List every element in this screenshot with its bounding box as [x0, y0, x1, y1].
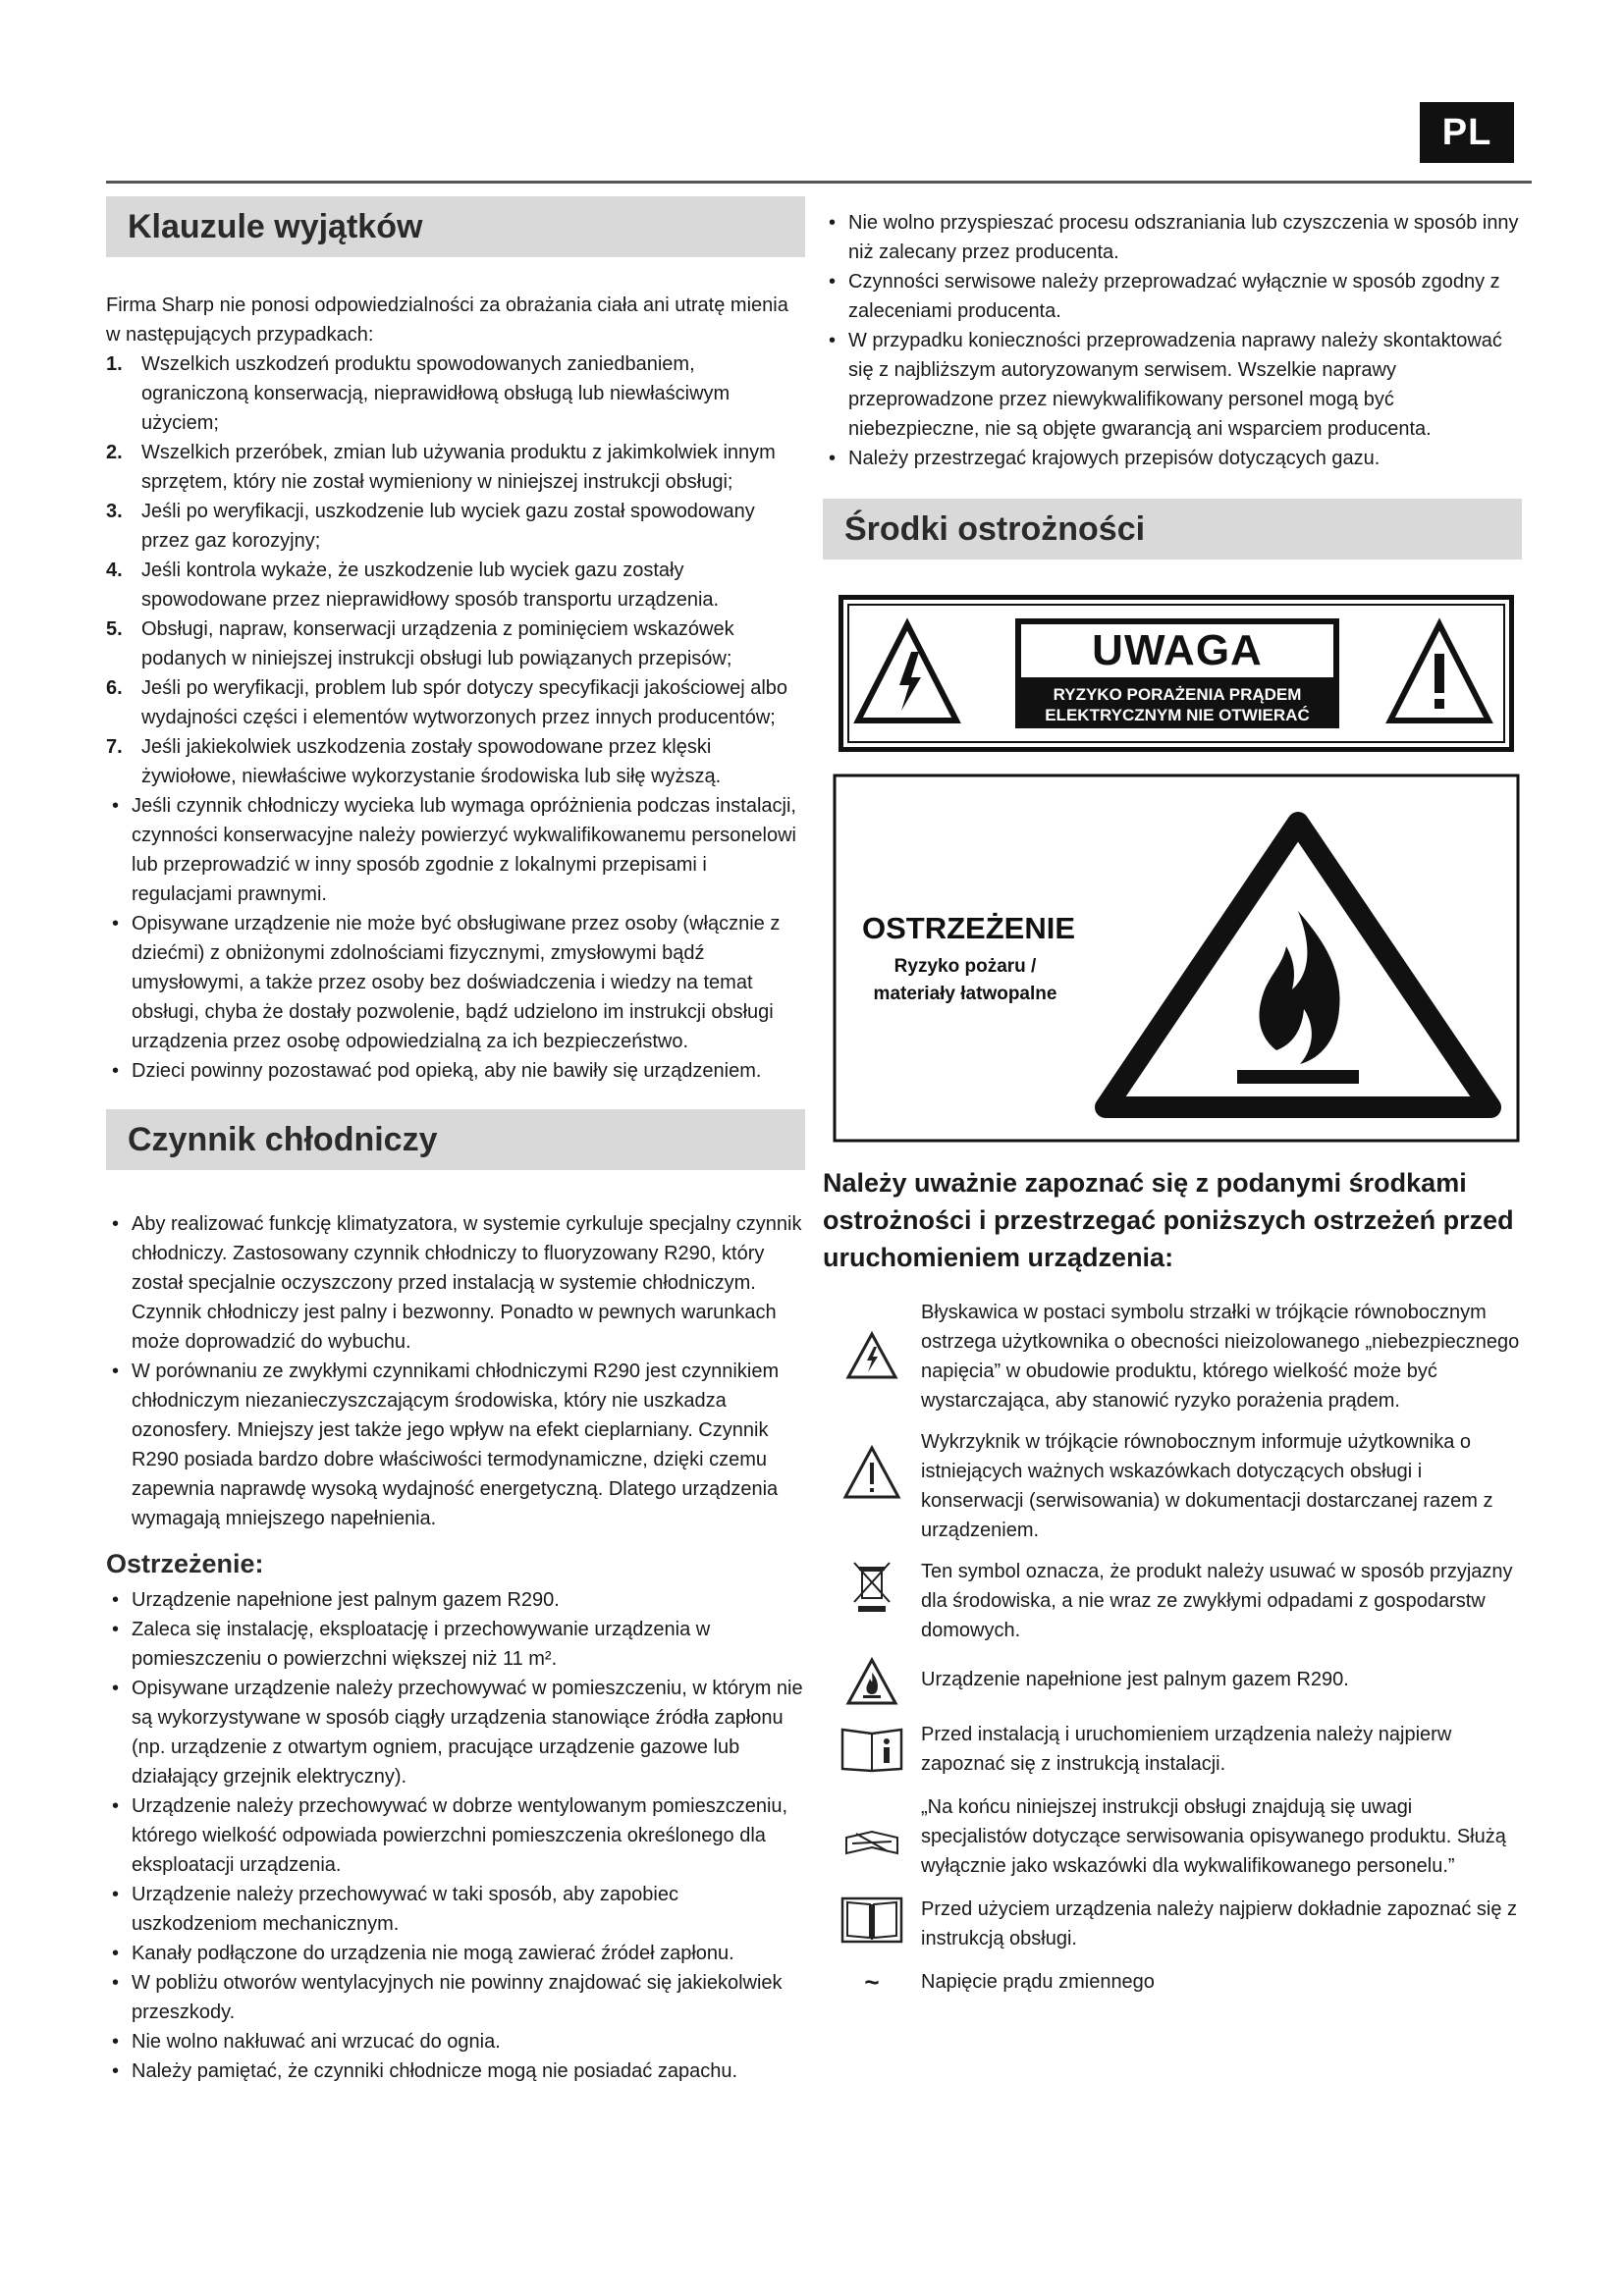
symbol-description: Przed użyciem urządzenia należy najpierw dokładnie zapoznać się z instrukcją obsługi. — [921, 1898, 1517, 1949]
flame-triangle-icon — [823, 1657, 921, 1706]
caution-label — [839, 595, 1514, 752]
exclusions-intro: Firma Sharp nie ponosi odpowiedzialności za obrażania ciała ani utratę mienia w następujących przypadkach: — [106, 294, 788, 346]
exclamation-triangle-icon — [823, 1427, 921, 1500]
bullet-item: • Nie wolno przyspieszać procesu odszraniania lub czyszczenia w sposób inny niż zalecany przez producenta. — [823, 208, 1522, 267]
exclusion-item: 6. Jeśli po weryfikacji, problem lub spór dotyczy specyfikacji jakościowej albo wydajności części i elementów wytworzonych przez innych producentów; — [106, 677, 788, 728]
exclusion-item: 3. Jeśli po weryfikacji, uszkodzenie lub wyciek gazu został spowodowany przez gaz korozyjny; — [106, 501, 755, 552]
bullet-item: • Aby realizować funkcję klimatyzatora, w systemie cyrkuluje specjalny czynnik chłodniczy. Zastosowany czynnik chłodniczy to fluoryzowany R290, który został specjalnie oczyszczony przed instalacją w systemie chłodniczym. Czynnik chłodniczy jest palny i bezwonny. Ponadto w pewnych warunkach może doprowadzić do wybuchu. — [106, 1209, 805, 1357]
symbol-description: Błyskawica w postaci symbolu strzałki w trójkącie równobocznym ostrzega użytkownika o obecności nieizolowanego „niebezpiecznego napięcia” w obudowie produktu, którego wielkość może być wystarczająca, aby stanowić ryzyko porażenia prądem. — [921, 1302, 1520, 1412]
warning-bullets — [106, 1585, 805, 2086]
open-book-icon — [823, 1895, 921, 1946]
bullet-item: • W pobliżu otworów wentylacyjnych nie powinny znajdować się jakiekolwiek przeszkody. — [106, 1968, 805, 2027]
crossed-bin-icon — [823, 1557, 921, 1614]
caution-line-2: ELEKTRYCZNYM NIE OTWIERAĆ — [1045, 706, 1310, 724]
bullet-item: • Czynności serwisowe należy przeprowadzać wyłącznie w sposób zgodny z zaleceniami producenta. — [823, 267, 1522, 326]
exclusion-item: 4. Jeśli kontrola wykaże, że uszkodzenie lub wyciek gazu zostały spowodowane przez nieprawidłowy sposób transportu urządzenia. — [106, 560, 720, 611]
bullet-item: • W porównaniu ze zwykłymi czynnikami chłodniczymi R290 jest czynnikiem chłodniczym niezanieczyszczającym środowiska, który nie uszkadza ozonosfery. Mniejszy jest także jego wpływ na efekt cieplarniany. Czynnik R290 posiada bardzo dobre właściwości termodynamiczne, dzięki czemu zapewnia naprawdę wysoką wydajność energetyczną. Dlatego urządzenia wymagają mniejszego napełnienia. — [106, 1357, 805, 1533]
bullet-item: • Nie wolno nakłuwać ani wrzucać do ognia. — [106, 2027, 805, 2056]
symbol-row — [823, 1792, 1522, 1881]
symbol-description: Urządzenie napełnione jest palnym gazem R290. — [921, 1669, 1349, 1690]
left-column — [106, 196, 805, 2086]
symbol-description: Wykrzyknik w trójkącie równobocznym informuje użytkownika o istniejących ważnych wskazówkach dotyczących obsługi i konserwacji (serwisowania) w dokumentacji dostarczanej razem z urządzeniem. — [921, 1431, 1493, 1541]
lightning-triangle-icon — [823, 1298, 921, 1380]
bullet-item: • Kanały podłączone do urządzenia nie mogą zawierać źródeł zapłonu. — [106, 1939, 805, 1968]
ac-tilde-icon: ~ — [864, 1967, 880, 1997]
exclusion-item: 1. Wszelkich uszkodzeń produktu spowodowanych zaniedbaniem, ograniczoną konserwacją, nieprawidłową obsługą lub niewłaściwym użyciem; — [106, 353, 731, 434]
bullet-item: • Opisywane urządzenie należy przechowywać w pomieszczeniu, w którym nie są wykorzystywane w sposób ciągły urządzenia stanowiące źródła zapłonu (np. urządzenie z otwartym ogniem, pracujące urządzenie gazowe lub działający grzejnik elektryczny). — [106, 1674, 805, 1791]
top-divider — [106, 181, 1532, 184]
precautions-intro: Należy uważnie zapoznać się z podanymi środkami ostrożności i przestrzegać poniższych ostrzeżeń przed uruchomieniem urządzenia: — [823, 1168, 1514, 1272]
symbol-row — [823, 1895, 1522, 1953]
exclusion-item: 2. Wszelkich przeróbek, zmian lub używania produktu z jakimkolwiek innym sprzętem, który nie został wymieniony w niniejszej instrukcji obsługi; — [106, 442, 776, 493]
bullet-item: • Jeśli czynnik chłodniczy wycieka lub wymaga opróżnienia podczas instalacji, czynności konserwacyjne należy powierzyć wykwalifikowanemu personelowi lub przeprowadzić w inny sposób zgodnie z lokalnymi przepisami i regulacjami prawnymi. — [106, 791, 805, 909]
exclusions-list — [106, 349, 805, 791]
bullet-item: • Należy przestrzegać krajowych przepisów dotyczących gazu. — [823, 444, 1522, 473]
symbols-list — [823, 1298, 1522, 1998]
symbol-row — [823, 1298, 1522, 1415]
info-book-icon — [823, 1720, 921, 1773]
exclusion-item: 7. Jeśli jakiekolwiek uszkodzenia zostały spowodowane przez klęski żywiołowe, niewłaściwe wykorzystanie środowiska lub siłę wyższą. — [106, 736, 722, 787]
service-manual-icon — [823, 1792, 921, 1859]
symbol-description: „Na końcu niniejszej instrukcji obsługi znajdują się uwagi specjalistów dotyczące serwisowania opisywanego produktu. Służą wyłącznie jako wskazówki dla wykwalifikowanego personelu.” — [921, 1796, 1506, 1877]
symbol-row — [823, 1720, 1522, 1779]
exclusions-bullets — [106, 791, 805, 1086]
symbol-description: Ten symbol oznacza, że produkt należy usuwać w sposób przyjazny dla środowiska, a nie wraz ze zwykłymi odpadami z gospodarstw domowych. — [921, 1561, 1513, 1641]
bullet-item: • Urządzenie należy przechowywać w taki sposób, aby zapobiec uszkodzeniom mechanicznym. — [106, 1880, 805, 1939]
bullet-item: • Urządzenie należy przechowywać w dobrze wentylowanym pomieszczeniu, którego wielkość odpowiada powierzchni pomieszczenia określonego dla eksploatacji urządzenia. — [106, 1791, 805, 1880]
bullet-item: • Opisywane urządzenie nie może być obsługiwane przez osoby (włącznie z dziećmi) z obniżonymi zdolnościami fizycznymi, zmysłowymi bądź umysłowymi, a także przez osoby bez doświadczenia i wiedzy na temat obsługi, chyba że dostały pozwolenie, bądź udzielono im instrukcji obsługi urządzenia przez osobę odpowiedzialną za ich bezpieczeństwo. — [106, 909, 805, 1056]
refrigerant-bullets — [106, 1209, 805, 1533]
bullet-item: • Zaleca się instalację, eksploatację i przechowywanie urządzenia w pomieszczeniu o powierzchni większej niż 11 m². — [106, 1615, 805, 1674]
fire-warning-line-2: materiały łatwopalne — [873, 984, 1057, 1004]
bullet-item: • W przypadku konieczności przeprowadzenia naprawy należy skontaktować się z najbliższym autoryzowanym serwisem. Wszelkie naprawy przeprowadzone przez niewykwalifikowany personel mogą być niebezpieczne, nie są objęte gwarancją ani wsparciem producenta. — [823, 326, 1522, 444]
bullet-item: • Dzieci powinny pozostawać pod opieką, aby nie bawiły się urządzeniem. — [106, 1056, 805, 1086]
caution-line-1: RYZYKO PORAŻENIA PRĄDEM — [1053, 685, 1302, 704]
bullet-item: • Należy pamiętać, że czynniki chłodnicze mogą nie posiadać zapachu. — [106, 2056, 805, 2086]
symbol-row — [823, 1557, 1522, 1645]
fire-warning-label — [833, 774, 1520, 1143]
symbol-row — [823, 1427, 1522, 1545]
warning-subheading: Ostrzeżenie: — [106, 1549, 264, 1578]
section-title-exclusions: Klauzule wyjątków — [106, 196, 805, 257]
symbol-row — [823, 1657, 1522, 1706]
service-bullets — [823, 208, 1522, 473]
language-badge: PL — [1420, 102, 1514, 163]
exclusion-item: 5. Obsługi, napraw, konserwacji urządzenia z pominięciem wskazówek podanych w niniejszej instrukcji obsługi lub powiązanych przepisów; — [106, 618, 734, 669]
section-title-precautions: Środki ostrożności — [823, 499, 1522, 560]
symbol-row — [823, 1967, 1522, 1998]
symbol-description: Przed instalacją i uruchomieniem urządzenia należy najpierw zapoznać się z instrukcją instalacji. — [921, 1724, 1452, 1775]
fire-warning-title: OSTRZEŻENIE — [862, 911, 1076, 945]
symbol-description: Napięcie prądu zmiennego — [921, 1971, 1155, 1993]
caution-title: UWAGA — [1092, 626, 1263, 674]
fire-warning-line-1: Ryzyko pożaru / — [893, 956, 1037, 977]
bullet-item: • Urządzenie napełnione jest palnym gazem R290. — [106, 1585, 805, 1615]
section-title-refrigerant: Czynnik chłodniczy — [106, 1109, 805, 1170]
right-column — [823, 196, 1522, 1998]
